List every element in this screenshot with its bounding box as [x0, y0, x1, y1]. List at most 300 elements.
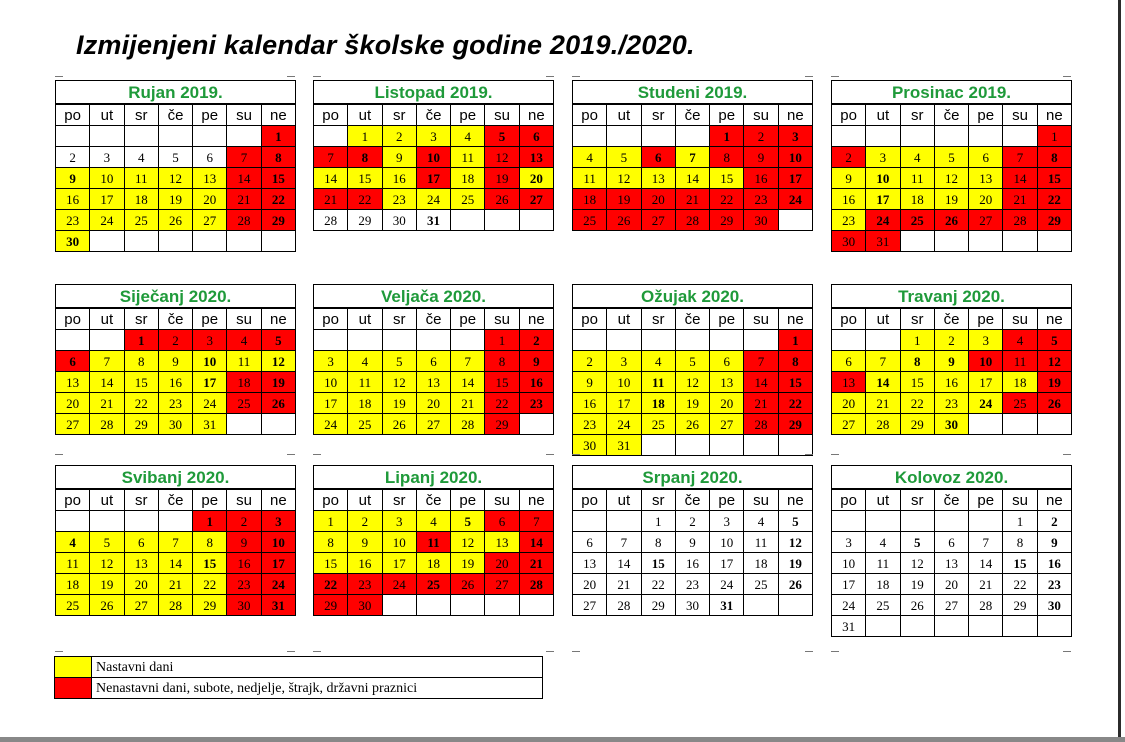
- day-cell: 20: [641, 189, 675, 210]
- crop-tick: [1063, 651, 1071, 652]
- day-cell: 10: [193, 351, 227, 372]
- empty-cell: [56, 126, 90, 147]
- weekday-label: pe: [451, 309, 485, 330]
- day-cell: 5: [900, 532, 934, 553]
- empty-cell: [675, 330, 709, 351]
- weekday-label: sr: [900, 490, 934, 511]
- day-cell: 5: [90, 532, 124, 553]
- weekday-label: pe: [193, 309, 227, 330]
- day-cell: 12: [934, 168, 968, 189]
- weekday-label: sr: [124, 309, 158, 330]
- week-row: [832, 616, 1072, 637]
- day-cell: 10: [607, 372, 641, 393]
- day-cell: 27: [934, 595, 968, 616]
- day-cell: 11: [900, 168, 934, 189]
- day-cell: 14: [314, 168, 348, 189]
- day-cell: 27: [573, 595, 607, 616]
- week-row: [573, 372, 813, 393]
- month-block: [831, 465, 1072, 637]
- empty-cell: [866, 616, 900, 637]
- day-cell: 28: [675, 210, 709, 231]
- day-cell: 22: [261, 189, 295, 210]
- empty-cell: [573, 511, 607, 532]
- empty-cell: [744, 595, 778, 616]
- empty-cell: [900, 231, 934, 252]
- day-cell: 26: [158, 210, 192, 231]
- day-cell: 1: [778, 330, 812, 351]
- day-cell: 19: [382, 393, 416, 414]
- day-cell: 23: [158, 393, 192, 414]
- day-cell: 16: [158, 372, 192, 393]
- day-cell: 9: [227, 532, 261, 553]
- week-row: [314, 330, 554, 351]
- crop-tick: [831, 76, 839, 77]
- day-cell: 2: [227, 511, 261, 532]
- day-cell: 16: [573, 393, 607, 414]
- weekday-label: če: [934, 490, 968, 511]
- day-cell: 6: [573, 532, 607, 553]
- day-cell: 4: [900, 147, 934, 168]
- day-cell: 1: [485, 330, 519, 351]
- month-block: [831, 80, 1072, 252]
- empty-cell: [832, 330, 866, 351]
- day-cell: 20: [934, 574, 968, 595]
- day-cell: 22: [485, 393, 519, 414]
- weekday-label: po: [314, 309, 348, 330]
- day-cell: 2: [832, 147, 866, 168]
- weekday-label: sr: [641, 490, 675, 511]
- week-row: [832, 511, 1072, 532]
- week-row: [573, 574, 813, 595]
- weekday-label: če: [158, 309, 192, 330]
- crop-tick: [546, 454, 554, 455]
- weekday-label: sr: [382, 490, 416, 511]
- weekday-label: pe: [193, 105, 227, 126]
- day-cell: 9: [382, 147, 416, 168]
- weekday-label: če: [158, 490, 192, 511]
- day-cell: 11: [1003, 351, 1037, 372]
- week-row: [573, 532, 813, 553]
- empty-cell: [1037, 616, 1071, 637]
- day-cell: 19: [900, 574, 934, 595]
- day-cell: 17: [416, 168, 450, 189]
- day-cell: 20: [573, 574, 607, 595]
- day-cell: 20: [710, 393, 744, 414]
- day-cell: 2: [158, 330, 192, 351]
- day-cell: 22: [641, 574, 675, 595]
- empty-cell: [382, 330, 416, 351]
- weekday-label: ut: [90, 490, 124, 511]
- week-row: [56, 210, 296, 231]
- day-cell: 4: [573, 147, 607, 168]
- day-cell: 12: [675, 372, 709, 393]
- day-cell: 14: [1003, 168, 1037, 189]
- day-cell: 29: [710, 210, 744, 231]
- weekday-label: ut: [607, 309, 641, 330]
- day-cell: 22: [710, 189, 744, 210]
- day-cell: 17: [710, 553, 744, 574]
- empty-cell: [314, 330, 348, 351]
- legend-swatch-red: [55, 678, 92, 699]
- empty-cell: [744, 330, 778, 351]
- day-cell: 4: [56, 532, 90, 553]
- weekday-label: su: [227, 490, 261, 511]
- day-cell: 17: [778, 168, 812, 189]
- day-cell: 16: [832, 189, 866, 210]
- day-cell: 2: [744, 126, 778, 147]
- week-row: [573, 393, 813, 414]
- weekday-label: su: [485, 309, 519, 330]
- week-row: [832, 351, 1072, 372]
- crop-tick: [805, 651, 813, 652]
- weekday-label: su: [485, 490, 519, 511]
- day-cell: 8: [485, 351, 519, 372]
- day-cell: 4: [866, 532, 900, 553]
- empty-cell: [519, 595, 553, 616]
- day-cell: 22: [1003, 574, 1037, 595]
- day-cell: 11: [227, 351, 261, 372]
- day-cell: 22: [124, 393, 158, 414]
- day-cell: 8: [261, 147, 295, 168]
- day-cell: 18: [124, 189, 158, 210]
- day-cell: 17: [193, 372, 227, 393]
- day-cell: 1: [1003, 511, 1037, 532]
- month-block: [831, 284, 1072, 435]
- day-cell: 8: [348, 147, 382, 168]
- day-cell: 1: [710, 126, 744, 147]
- day-cell: 14: [158, 553, 192, 574]
- day-cell: 1: [900, 330, 934, 351]
- day-cell: 10: [90, 168, 124, 189]
- day-cell: 1: [314, 511, 348, 532]
- week-row: [314, 351, 554, 372]
- day-cell: 5: [934, 147, 968, 168]
- day-cell: 24: [969, 393, 1003, 414]
- day-cell: 15: [348, 168, 382, 189]
- day-cell: 14: [969, 553, 1003, 574]
- day-cell: 22: [193, 574, 227, 595]
- day-cell: 16: [744, 168, 778, 189]
- day-cell: 15: [193, 553, 227, 574]
- day-cell: 14: [90, 372, 124, 393]
- day-cell: 25: [1003, 393, 1037, 414]
- day-cell: 4: [451, 126, 485, 147]
- crop-tick: [572, 651, 580, 652]
- empty-cell: [832, 126, 866, 147]
- month-title: Prosinac 2019.: [831, 80, 1072, 104]
- day-cell: 15: [1003, 553, 1037, 574]
- weekday-label: pe: [710, 309, 744, 330]
- crop-tick: [805, 454, 813, 455]
- day-cell: 21: [451, 393, 485, 414]
- legend-label-nastavni: Nastavni dani: [92, 657, 543, 678]
- day-cell: 13: [710, 372, 744, 393]
- day-cell: 16: [382, 168, 416, 189]
- empty-cell: [744, 435, 778, 456]
- day-cell: 9: [158, 351, 192, 372]
- day-cell: 13: [969, 168, 1003, 189]
- empty-cell: [573, 126, 607, 147]
- empty-cell: [778, 210, 812, 231]
- day-cell: 23: [573, 414, 607, 435]
- day-cell: 9: [934, 351, 968, 372]
- week-row: [832, 126, 1072, 147]
- day-cell: 25: [348, 414, 382, 435]
- day-cell: 17: [866, 189, 900, 210]
- weekday-label: ne: [261, 309, 295, 330]
- crop-tick: [805, 76, 813, 77]
- day-cell: 30: [158, 414, 192, 435]
- day-cell: 25: [900, 210, 934, 231]
- month-block: [313, 80, 554, 231]
- weekday-label: su: [744, 490, 778, 511]
- weekday-label: po: [832, 105, 866, 126]
- day-cell: 29: [778, 414, 812, 435]
- day-cell: 25: [227, 393, 261, 414]
- empty-cell: [314, 126, 348, 147]
- empty-cell: [934, 126, 968, 147]
- day-cell: 6: [934, 532, 968, 553]
- day-cell: 7: [90, 351, 124, 372]
- empty-cell: [900, 616, 934, 637]
- day-cell: 5: [382, 351, 416, 372]
- weekday-label: ne: [519, 309, 553, 330]
- day-cell: 26: [90, 595, 124, 616]
- empty-cell: [778, 595, 812, 616]
- day-cell: 18: [1003, 372, 1037, 393]
- month-title: Siječanj 2020.: [55, 284, 296, 308]
- crop-tick: [287, 76, 295, 77]
- day-cell: 15: [710, 168, 744, 189]
- day-cell: 4: [744, 511, 778, 532]
- weekday-label: pe: [710, 105, 744, 126]
- day-cell: 23: [519, 393, 553, 414]
- month-block: [313, 465, 554, 616]
- week-row: [573, 595, 813, 616]
- weekday-label: sr: [382, 105, 416, 126]
- day-cell: 5: [451, 511, 485, 532]
- day-cell: 16: [519, 372, 553, 393]
- weekday-label: ne: [519, 105, 553, 126]
- page-title: Izmijenjeni kalendar školske godine 2019./2020.: [76, 30, 695, 60]
- day-cell: 30: [1037, 595, 1071, 616]
- empty-cell: [124, 511, 158, 532]
- day-cell: 27: [56, 414, 90, 435]
- day-cell: 15: [641, 553, 675, 574]
- day-cell: 8: [193, 532, 227, 553]
- empty-cell: [934, 231, 968, 252]
- week-row: [573, 414, 813, 435]
- crop-tick: [572, 76, 580, 77]
- day-cell: 28: [866, 414, 900, 435]
- week-row: [314, 574, 554, 595]
- day-cell: 21: [227, 189, 261, 210]
- day-cell: 27: [832, 414, 866, 435]
- day-cell: 26: [261, 393, 295, 414]
- weekday-label: če: [934, 309, 968, 330]
- day-cell: 21: [744, 393, 778, 414]
- day-cell: 7: [744, 351, 778, 372]
- weekday-header-row: [56, 105, 296, 126]
- day-cell: 21: [90, 393, 124, 414]
- day-cell: 10: [710, 532, 744, 553]
- day-cell: 19: [934, 189, 968, 210]
- month-title: Travanj 2020.: [831, 284, 1072, 308]
- day-cell: 14: [451, 372, 485, 393]
- day-cell: 29: [641, 595, 675, 616]
- empty-cell: [969, 414, 1003, 435]
- empty-cell: [227, 414, 261, 435]
- weekday-label: ne: [1037, 309, 1071, 330]
- weekday-label: pe: [451, 490, 485, 511]
- day-cell: 24: [261, 574, 295, 595]
- empty-cell: [1003, 414, 1037, 435]
- day-cell: 20: [124, 574, 158, 595]
- crop-tick: [287, 454, 295, 455]
- day-cell: 24: [416, 189, 450, 210]
- day-cell: 10: [416, 147, 450, 168]
- day-cell: 25: [56, 595, 90, 616]
- day-cell: 12: [1037, 351, 1071, 372]
- weekday-label: ne: [261, 490, 295, 511]
- empty-cell: [519, 210, 553, 231]
- day-cell: 26: [451, 574, 485, 595]
- day-cell: 23: [227, 574, 261, 595]
- day-cell: 11: [416, 532, 450, 553]
- day-cell: 13: [573, 553, 607, 574]
- empty-cell: [416, 330, 450, 351]
- weekday-label: ne: [1037, 105, 1071, 126]
- month-table: [313, 104, 554, 231]
- day-cell: 18: [227, 372, 261, 393]
- weekday-label: ut: [607, 490, 641, 511]
- day-cell: 20: [519, 168, 553, 189]
- day-cell: 12: [382, 372, 416, 393]
- day-cell: 13: [124, 553, 158, 574]
- crop-tick: [313, 454, 321, 455]
- day-cell: 7: [969, 532, 1003, 553]
- day-cell: 21: [866, 393, 900, 414]
- day-cell: 29: [900, 414, 934, 435]
- day-cell: 25: [573, 210, 607, 231]
- legend-row-nastavni: [55, 657, 543, 678]
- day-cell: 1: [348, 126, 382, 147]
- empty-cell: [90, 231, 124, 252]
- day-cell: 22: [778, 393, 812, 414]
- day-cell: 30: [573, 435, 607, 456]
- crop-tick: [55, 651, 63, 652]
- day-cell: 30: [675, 595, 709, 616]
- day-cell: 29: [124, 414, 158, 435]
- day-cell: 1: [641, 511, 675, 532]
- empty-cell: [348, 330, 382, 351]
- day-cell: 21: [969, 574, 1003, 595]
- day-cell: 6: [641, 147, 675, 168]
- week-row: [573, 351, 813, 372]
- day-cell: 14: [675, 168, 709, 189]
- day-cell: 4: [227, 330, 261, 351]
- day-cell: 12: [607, 168, 641, 189]
- empty-cell: [1037, 231, 1071, 252]
- weekday-header-row: [314, 309, 554, 330]
- day-cell: 13: [56, 372, 90, 393]
- weekday-label: po: [56, 490, 90, 511]
- day-cell: 17: [832, 574, 866, 595]
- week-row: [56, 414, 296, 435]
- day-cell: 19: [778, 553, 812, 574]
- day-cell: 30: [56, 231, 90, 252]
- week-row: [314, 595, 554, 616]
- day-cell: 22: [900, 393, 934, 414]
- empty-cell: [1037, 414, 1071, 435]
- day-cell: 25: [451, 189, 485, 210]
- day-cell: 3: [710, 511, 744, 532]
- empty-cell: [158, 231, 192, 252]
- weekday-label: sr: [382, 309, 416, 330]
- day-cell: 9: [832, 168, 866, 189]
- day-cell: 2: [348, 511, 382, 532]
- day-cell: 20: [832, 393, 866, 414]
- month-table: [55, 489, 296, 616]
- weekday-label: ut: [348, 490, 382, 511]
- empty-cell: [832, 511, 866, 532]
- day-cell: 3: [832, 532, 866, 553]
- day-cell: 20: [485, 553, 519, 574]
- day-cell: 7: [227, 147, 261, 168]
- weekday-label: ut: [866, 105, 900, 126]
- weekday-label: če: [675, 490, 709, 511]
- day-cell: 24: [90, 210, 124, 231]
- empty-cell: [227, 231, 261, 252]
- weekday-label: su: [1003, 309, 1037, 330]
- weekday-label: po: [56, 105, 90, 126]
- day-cell: 16: [675, 553, 709, 574]
- weekday-label: ut: [866, 490, 900, 511]
- weekday-label: sr: [124, 105, 158, 126]
- day-cell: 25: [416, 574, 450, 595]
- empty-cell: [158, 511, 192, 532]
- day-cell: 8: [314, 532, 348, 553]
- day-cell: 18: [744, 553, 778, 574]
- week-row: [56, 189, 296, 210]
- day-cell: 28: [90, 414, 124, 435]
- month-table: [572, 489, 813, 616]
- day-cell: 5: [607, 147, 641, 168]
- page-border-right: [1118, 0, 1121, 742]
- day-cell: 11: [573, 168, 607, 189]
- empty-cell: [451, 330, 485, 351]
- day-cell: 12: [158, 168, 192, 189]
- weekday-label: če: [675, 105, 709, 126]
- weekday-label: sr: [641, 105, 675, 126]
- day-cell: 14: [866, 372, 900, 393]
- empty-cell: [90, 126, 124, 147]
- day-cell: 19: [1037, 372, 1071, 393]
- day-cell: 3: [382, 511, 416, 532]
- week-row: [573, 210, 813, 231]
- weekday-label: če: [416, 309, 450, 330]
- weekday-label: če: [416, 490, 450, 511]
- day-cell: 9: [1037, 532, 1071, 553]
- week-row: [314, 210, 554, 231]
- empty-cell: [675, 435, 709, 456]
- day-cell: 14: [519, 532, 553, 553]
- weekday-label: pe: [969, 309, 1003, 330]
- day-cell: 17: [382, 553, 416, 574]
- day-cell: 29: [261, 210, 295, 231]
- day-cell: 31: [866, 231, 900, 252]
- empty-cell: [573, 330, 607, 351]
